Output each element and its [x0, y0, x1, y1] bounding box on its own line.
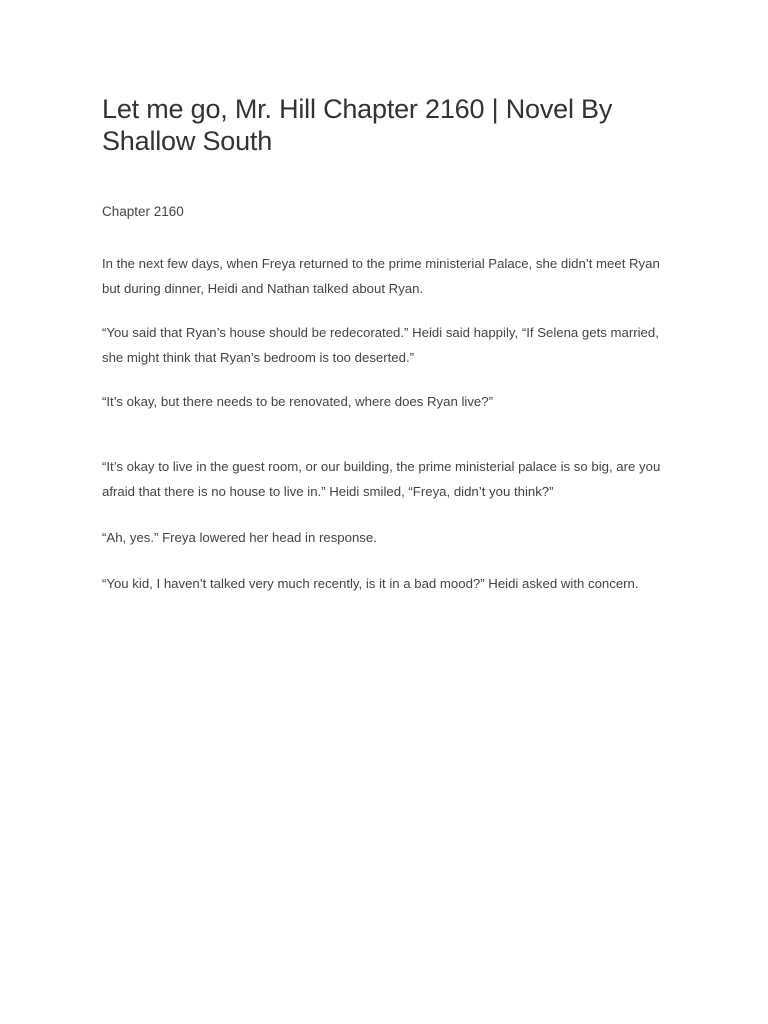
page-title: Let me go, Mr. Hill Chapter 2160 | Novel By Shallow South — [102, 94, 613, 156]
paragraph: “It’s okay to live in the guest room, or our building, the prime ministerial palace is so big, are you afraid that there is no house to live in.” Heidi smiled, “Freya, didn’t you think?” — [102, 459, 661, 499]
chapter-label: Chapter 2160 — [102, 204, 184, 219]
paragraph: “It’s okay, but there needs to be renovated, where does Ryan live?” — [102, 394, 493, 409]
paragraph: “You said that Ryan’s house should be redecorated.” Heidi said happily, “If Selena gets married, she might think that Ryan’s bedroom is too deserted.” — [102, 325, 659, 365]
article — [102, 93, 662, 596]
paragraph: “Ah, yes.” Freya lowered her head in response. — [102, 530, 377, 545]
paragraph: In the next few days, when Freya returned to the prime ministerial Palace, she didn’t meet Ryan but during dinner, Heidi and Nathan talked about Ryan. — [102, 256, 660, 296]
paragraph: “You kid, I haven’t talked very much recently, is it in a bad mood?” Heidi asked with concern. — [102, 576, 639, 591]
